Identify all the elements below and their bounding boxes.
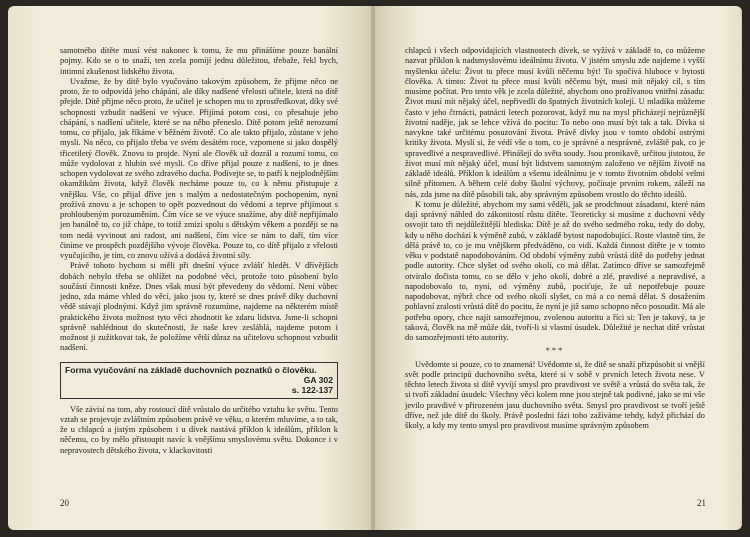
section-ornament: *** xyxy=(545,346,565,356)
paragraph: samotného dítěte musí vést nakonec k tomu, že mu přinášíme pouze banální pojmy. Kdo se o to snaží, ten zcela pomíjí jednu důležitou, třebaže, řekl bych, intimní zkušenost lidského života. xyxy=(60,46,338,76)
section-heading-pages: s. 122-137 xyxy=(291,384,333,395)
paragraph: Vše závisí na tom, aby rostoucí dítě vrůstalo do určitého vztahu ke světu. Tento vztah se projevuje zvláštním způsobem právě ve věku, o kterém mluvíme, a to tak, že u chlapců a jistým způsobem i u dívek nastává příklon k ideálům, příklon k něčemu, co by mělo přistoupit navíc k vnějšímu smyslovému světu. Dokonce i v nepravostech dětského života, v klackovitosti xyxy=(60,404,338,455)
paragraph: Uvědomte si pouze, co to znamená! Uvědomte si, že dítě se snaží přizpůsobit si vnější svět podle principů duchovního světa, které si v sobě v prvních letech života nese. V těchto letech života si dítě vyvíjí smysl pro pravdivost ve světě a vrůstá do světa tak, že si tvoří základní úsudek: Všechny věci kolem mne jsou stejně tak podivné, jako se mi vše jevilo pravdivé v přirozeném jasu duchovního světa. Smysl pro pravdivost se tvoří ještě dříve, než jde dítě do školy. Právě posledni fázi toho zažíváme tehdy, když přichází do školy, a kdy my tento smysl pro pravdivost musíme správným způsobem xyxy=(405,359,705,430)
right-page-text xyxy=(405,46,705,431)
paragraph: chlapců i všech odpovídajících vlastnostech dívek, se vyžívá v základě to, co můžeme nazvat příklon k nadsmyslovému ideálnímu životu. V jistém smyslu zde najdeme i vyšší myšlenku účelu: Život tu přece musí kvůli něčemu být! To spočívá hluboce v bytosti člověka. A tímto: Život tu přece musí kvůli něčemu být, musí mít nějaký cíl, s tím musíme počítat. Pro tento věk je zcela důležité, abychom ono prožívanou vnitřní zásadu: Život musí mít nějaký účel, nepřivedli do špatných životních kolejí. U mladíka můžeme často v jeho čtrnácti, patnácti letech pozorovat, když mu na mysl přicházejí nejrůznější životní naděje, jak se lehce vžívá do pocitu: To nebo ono musí být tak a tak. Dívka si navykne také určitému posuzování života. Právě dívky jsou v tomto období ostrými kritiky života. Myslí si, že védí vše o tom, co je správné a nesprávné, zvláště pak, co je spravedlivé a nespravedlivé. Přinášejí do světa soudy. Jsou pronikavě, určitou jistotou, že život musí mít nějaký účel, musí být lidstvem samotným založeno ve nějším životě na základě ideálů. Příklon k ideálům a všemu ideálnímu je v tomto životním období velmi silně přítomen. A během celé doby školní výchovy, počínaje prvním rokem, záleží na nás, zda jsme na dítě působili tak, aby správným způsobem vrostlo do těchto ideálů. xyxy=(405,46,705,199)
section-heading-ref: GA 302 xyxy=(303,374,333,385)
page-number-right: 21 xyxy=(697,498,706,508)
left-page xyxy=(8,6,373,530)
section-heading-title: Forma vyučování na základě duchovních poznatků o člověku. xyxy=(65,364,317,375)
paragraph: Právě tohoto bychom si měli při dnešní výuce zvlášť hledět. V dřívějších dobách nebylo třeba se ohlížet na podobné věci, protože toto působení bylo součástí činnosti kněze. Dnes však musí být převedeny do vědomí. Není vůbec jedno, zda máme vhled do věcí, jako jsou ty, které se dnes právě díky duchovní vědě stávají plodnými. Když jim správně rozumíme, najdeme na některém místě praktického života možnost tyto věci zhodnotit ke zdaru lidstva. Jsme-li schopni správně nahlédnout do skutečnosti, že naše krev zesláblá, najdeme potom i možnost ji zužitkovat tak, že položíme větší důraz na učitelovu schopnost vzbudit nadšení. xyxy=(60,261,338,353)
left-page-text xyxy=(60,46,338,456)
paragraph: Uvažme, že by dítě bylo vyučováno takovým způsobem, že přijme něco ne proto, že to odpovídá jeho chápání, ale díky nadšené vřelosti učitele, která na dítě přejde. Dítě přijme něco proto, že učitel je schopen mu to zprostředkovat, díky své schopnosti vzbudit nadšení ve výuce. Přijímá potom cosi, co přesahuje jeho chápání, s nadšení učitele, které se na něho přeneslo. Dítě potom ještě nerozumí tomu, co přijalo, jak říkáme v běžném životě. Co ale takto přijalo, zůstane v jeho mysli. Na něco, co přijalo třeba ve svém desátém roce, vzpomene si jako dospělý třicetiletý člověk. Znovu to projde. Nyní ale člověk už dozrál a rozumí tomu, co může vydolovat z hlubin své mysli. Co dříve přijal pouze z nadšení, to je dnes schopen vydolovat ze svého zdravého ducha. Podívejte se, to patří k nejplodnějším okamžikům života, když člověk necháme pouze to, co k němu přistupuje z vnějšku. Vše, co přijal dříve jen s malým a nedostatečným pochopením, nyní prožívá znovu a je schopen to opět pozvednout do vědomí a teprve přijímout s prohloubeným porozuměním. Čím více se ve výuce snažíme, aby dítě nepřijímalo jen banálně to, co již chápe, to totiž zmizí spolu s dětským věkem a později se na tom nedá vyvinout ani radost, ani nadšení, čím více se nám to daří, tím více činíme ve prospěch pozdějšího vývoje člověka. Pouze to, co dítě přijalo z vřelosti vyučujícího, je tím, co znovu ožívá a dodává životní síly. xyxy=(60,76,338,260)
open-book xyxy=(8,6,742,530)
page-edges xyxy=(741,10,742,526)
paragraph: K tomu je důležité, abychom my sami věděli, jak se prodchnout zásadami, které nám dají správný náhled do zákonitostí růstu dítěte. Teoreticky si musíme z duchovní vědy osvojit tato tři nejdůležitější hlediska: Dítě je až do svého sedmého roku, tedy do doby, kdy u něho dochází k výměně zubů, v základě bytost napodobující. Roste vlastně tím, že dělá právě to, co je mu vnějškem předváděno, co vidí. Každá činnost dítěte je v tomto věku v podstatě napodobováním. Od období výměny zubů vrůstá dítě do potřeby jednat podle autority. Chce slyšet od svého okolí, co má dělat. Zatímco dříve se samozřejmě otvíralo dočista tomu, co se dělo v jeho okolí, dobré a zlé, pravdivé a nepravdivé, a napodobovalo to, nyní, od výměny zubů, pociťuje, že už nepotřebuje pouze napodobovat, nýbrž chce od svého okolí slyšet, co má a co nemá dělat. S dosažením pohlavní zralosti vrůstá dítě do pocitu, že nyní je již samo schopno něco posoudit. Má ale potřebu opory, chce najít samozřejmou, zvolenou autoritu a říci si: Ten je takový, ta je taková, člověk na mě může dát, tvoří-li si vlastní úsudek. Důležité je nechat dítě vrůstat do samozřejmosti této autority. xyxy=(405,199,705,342)
page-number-left: 20 xyxy=(60,498,69,508)
right-page xyxy=(375,6,742,530)
section-heading-box xyxy=(60,362,338,399)
